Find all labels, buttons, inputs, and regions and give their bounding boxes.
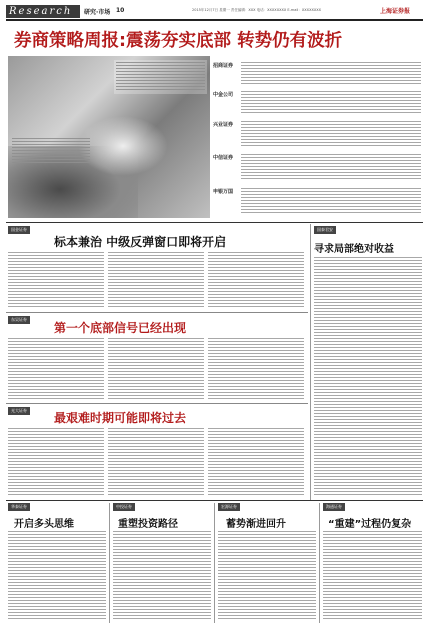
article-7-headline: 蓄势渐进回升 [226, 519, 286, 530]
article-2-col-1 [8, 338, 104, 400]
summary-text-4 [241, 154, 421, 180]
section-chinese-title: 研究·市场 [84, 9, 111, 16]
article-6-text [113, 531, 211, 621]
article-7-tag: 宏源证券 [218, 503, 240, 511]
article-6-headline: 重塑投资路径 [118, 519, 178, 530]
paper-name: 上海证券报 [380, 8, 411, 15]
article-3-col-3 [208, 428, 304, 496]
article-3-headline: 最艰难时期可能即将过去 [54, 411, 187, 425]
article-3-col-2 [108, 428, 204, 496]
article-1-headline: 标本兼治 中级反弹窗口即将开启 [54, 235, 227, 249]
article-4-tag: 国泰君安 [314, 226, 336, 234]
masthead-rule [6, 19, 423, 21]
article-2-headline: 第一个底部信号已经出现 [54, 321, 187, 335]
article-2-col-3 [208, 338, 304, 400]
side-label-1: 招商证券 [213, 63, 234, 69]
article-1-tag: 国金证券 [8, 226, 30, 234]
article-6-tag: 中投证券 [113, 503, 135, 511]
summary-panel [213, 56, 421, 218]
lead-summary-box [114, 60, 207, 94]
article-4-text [314, 257, 422, 497]
lead-headline: 券商策略周报:震荡夯实底部 转势仍有波折 [14, 31, 343, 51]
lead-photo [8, 56, 210, 218]
side-label-5: 申银万国 [213, 189, 234, 195]
side-label-4: 中信证券 [213, 155, 234, 161]
bottom-divider-3 [319, 503, 320, 623]
section-rule-4 [6, 500, 423, 501]
article-8-tag: 海通证券 [323, 503, 345, 511]
article-3-col-1 [8, 428, 104, 496]
article-8-headline: “重建”过程仍复杂 [328, 519, 412, 530]
section-rule-3 [6, 403, 308, 404]
side-label-3: 兴业证券 [213, 122, 234, 128]
article-4-headline: 寻求局部绝对收益 [314, 244, 394, 255]
article-1-col-2 [108, 252, 204, 308]
lead-summary-text [116, 62, 205, 92]
summary-text-2 [241, 91, 421, 113]
article-1-col-1 [8, 252, 104, 308]
article-8-text [323, 531, 422, 621]
section-rule-2 [6, 312, 308, 313]
photo-caption-text [12, 138, 90, 165]
section-english-title: Research [9, 6, 73, 17]
article-3-tag: 光大证券 [8, 407, 30, 415]
article-5-tag: 华泰证券 [8, 503, 30, 511]
right-column-divider [310, 224, 311, 500]
page-number: 10 [116, 7, 125, 14]
article-1-col-3 [208, 252, 304, 308]
bottom-divider-1 [109, 503, 110, 623]
summary-text-5 [241, 188, 421, 214]
photo-caption-box [12, 138, 92, 166]
side-label-2: 中金公司 [213, 92, 234, 98]
article-2-col-2 [108, 338, 204, 400]
article-5-headline: 开启多头思维 [14, 519, 74, 530]
article-5-text [8, 531, 106, 621]
article-7-text [218, 531, 316, 621]
article-2-tag: 东吴证券 [8, 316, 30, 324]
bottom-divider-2 [214, 503, 215, 623]
masthead-info: 2015年12月7日 星期一 责任编辑：XXX 电话：XXXXXXXX E-mail：XXXXXXXX [192, 8, 322, 12]
summary-text-3 [241, 121, 421, 147]
section-rule-1 [6, 222, 423, 223]
summary-text-1 [241, 62, 421, 84]
